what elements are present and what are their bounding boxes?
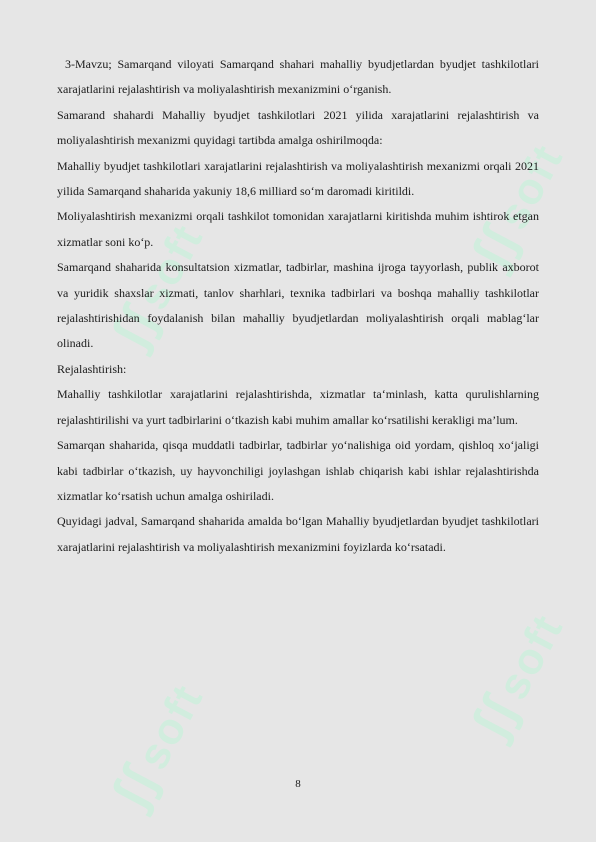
paragraph: Moliyalashtirish mexanizmi orqali tashkilot tomonidan xarajatlarni kiritishda muhim ishtirok etgan xizmatlar soni ko‘p.	[57, 209, 539, 249]
paragraph: 3-Mavzu; Samarqand viloyati Samarqand shahari mahalliy byudjetlardan byudjet tashkilotlari xarajatlarini rejalashtirish va moliyalashtirish mexanizmini o‘rganish.	[57, 57, 539, 97]
watermark: ʃʃsoft	[100, 216, 213, 358]
paragraph: Rejalashtirish:	[57, 361, 127, 376]
watermark: ʃʃsoft	[460, 136, 573, 278]
paragraph: Samarand shahardi Mahalliy byudjet tashkilotlari 2021 yilida xarajatlarini rejalashtirish va moliyalashtirish mexanizmi quyidagi tartibda amalga oshirilmoqda:	[57, 107, 539, 148]
paragraph: Mahalliy byudjet tashkilotlari xarajatlarini rejalashtirish va moliyalashtirish mexanizmi orqali 2021 yilida Samarqand shaharida yakuniy 18,6 milliard so‘m daromadi kiritildi.	[57, 158, 539, 199]
body-text	[57, 52, 539, 560]
watermark: ʃʃsoft	[100, 676, 213, 818]
paragraph: Samarqan shaharida, qisqa muddatli tadbirlar, tadbirlar yo‘nalishiga oid yordam, qishloq xo‘jaligi kabi tadbirlar o‘tkazish, uy hayvonchiligi joylashgan ishlab chiqarish kabi ishlar rejalashtirishda xizmatlar ko‘rsatish uchun amalga oshiriladi.	[57, 438, 539, 503]
paragraph: Mahalliy tashkilotlar xarajatlarini rejalashtirishda, xizmatlar ta‘minlash, katta qurulishlarning rejalashtirilishi va yurt tadbirlarini o‘tkazish kabi muhim amallar ko‘rsatilishi kerakligi ma’lum.	[57, 387, 539, 427]
watermark: ʃʃsoft	[460, 606, 573, 748]
paragraph: Samarqand shaharida konsultatsion xizmatlar, tadbirlar, mashina ijroga tayyorlash, publik axborot va yuridik shaxslar xizmati, tanlov sharhlari, texnika tadbirlari va boshqa mahalliy tashkilotlar rejalashtirishidan foydalanish bilan mahalliy byudjetlardan moliyalashtirish orqali mablag‘lar olinadi.	[57, 260, 539, 351]
page-number: 8	[295, 778, 301, 790]
paragraph: Quyidagi jadval, Samarqand shaharida amalda bo‘lgan Mahalliy byudjetlardan byudjet tashkilotlari xarajatlarini rejalashtirish va moliyalashtirish mexanizmini foyizlarda ko‘rsatadi.	[57, 514, 539, 554]
